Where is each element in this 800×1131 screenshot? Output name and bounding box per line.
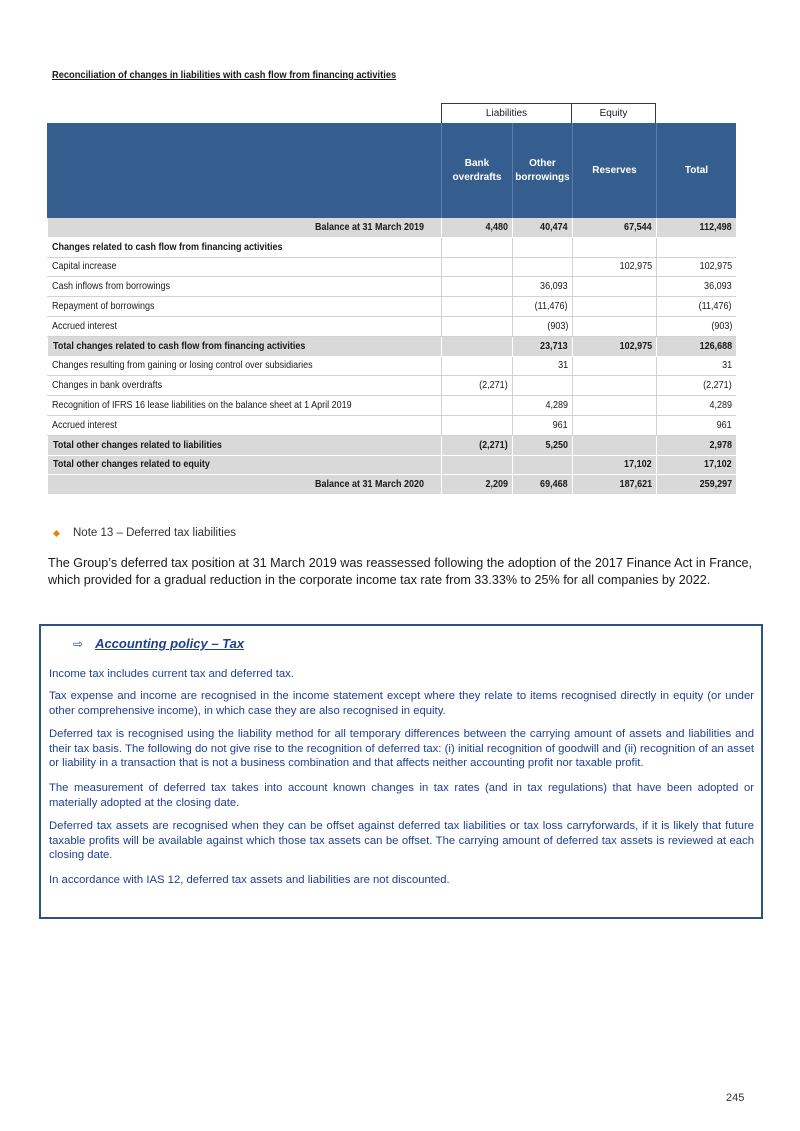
row-label — [47, 258, 441, 277]
cell-value: 2,209 — [485, 479, 508, 491]
table-cell — [572, 475, 656, 494]
page-number: 245 — [726, 1092, 745, 1104]
cell-value: 259,297 — [699, 479, 732, 491]
cell-value: 36,093 — [704, 281, 732, 293]
table-cell — [656, 277, 736, 296]
policy-title-text: Accounting policy – Tax — [95, 636, 245, 651]
table-cell — [441, 436, 512, 455]
cell-value: 102,975 — [619, 261, 652, 273]
cell-value: (2,271) — [703, 380, 732, 392]
cell-value: 4,289 — [545, 400, 568, 412]
table-row — [47, 475, 736, 495]
table-cell — [512, 416, 572, 435]
cell-value: 112,498 — [699, 221, 732, 233]
table-cell — [512, 337, 572, 356]
cell-value: 36,093 — [540, 281, 568, 293]
cell-value: 40,474 — [540, 221, 568, 233]
row-label — [47, 376, 441, 395]
table-cell — [572, 297, 656, 316]
table-cell — [656, 218, 736, 237]
col-header-bank-overdrafts: Bank overdrafts — [441, 123, 512, 218]
row-label-text: Balance at 31 March 2019 — [314, 221, 424, 233]
cell-value: (11,476) — [699, 301, 732, 313]
table-cell — [441, 317, 512, 336]
cell-value: (2,271) — [479, 380, 508, 392]
cell-value: 102,975 — [699, 261, 732, 273]
row-label-text: Changes related to cash flow from financing activities — [52, 241, 283, 253]
row-label — [47, 337, 441, 356]
table-cell — [656, 297, 736, 316]
cell-value: 31 — [721, 360, 732, 372]
table-cell — [441, 277, 512, 296]
row-label — [47, 357, 441, 376]
row-label-text: Changes resulting from gaining or losing control over subsidiaries — [52, 360, 313, 372]
table-cell — [572, 238, 656, 257]
row-label-text: Total other changes related to equity — [53, 459, 210, 471]
col-header-reserves: Reserves — [572, 123, 656, 218]
table-header — [47, 123, 736, 218]
table-cell — [656, 456, 736, 475]
table-row — [47, 317, 736, 337]
accounting-policy-box — [39, 624, 763, 919]
table-cell — [656, 396, 736, 415]
cell-value: 961 — [716, 419, 732, 431]
table-cell — [441, 297, 512, 316]
row-label-text: Balance at 31 March 2020 — [314, 479, 424, 491]
table-cell — [512, 456, 572, 475]
table-cell — [512, 376, 572, 395]
cell-value: 17,102 — [704, 459, 732, 471]
note-paragraph: The Group’s deferred tax position at 31 March 2019 was reassessed following the adoption of the 2017 Finance Act in France, which provided for a gradual reduction in the corporate income tax rate from 33.33% to 25% for all companies by 2022. — [48, 556, 752, 587]
table-cell — [512, 317, 572, 336]
cell-value: (903) — [710, 320, 732, 332]
table-cell — [441, 238, 512, 257]
col-header-other-borrowings: Other borrowings — [512, 123, 572, 218]
table-cell — [441, 258, 512, 277]
policy-title — [73, 636, 244, 651]
row-label-text: Recognition of IFRS 16 lease liabilities on the balance sheet at 1 April 2019 — [52, 400, 352, 412]
table-cell — [512, 297, 572, 316]
table-cell — [512, 218, 572, 237]
row-label — [47, 277, 441, 296]
row-label-text: Capital increase — [52, 261, 117, 273]
table-row — [47, 337, 736, 357]
table-cell — [441, 475, 512, 494]
policy-paragraph: The measurement of deferred tax takes into account known changes in tax rates (and in tax regulations) that have been adopted or materially adopted at the closing date. — [49, 782, 754, 809]
cell-value: 67,544 — [624, 221, 652, 233]
table-cell — [656, 376, 736, 395]
row-label — [47, 297, 441, 316]
right-arrow-icon: ⇨ — [73, 636, 84, 651]
cell-value: 2,978 — [709, 439, 732, 451]
row-label — [47, 396, 441, 415]
table-cell — [441, 218, 512, 237]
row-label-text: Total changes related to cash flow from financing activities — [53, 340, 306, 352]
table-cell — [512, 396, 572, 415]
table-cell — [441, 416, 512, 435]
row-label — [47, 218, 441, 237]
table-cell — [656, 416, 736, 435]
table-cell — [512, 436, 572, 455]
row-label-text: Cash inflows from borrowings — [52, 281, 171, 293]
col-header-total: Total — [656, 123, 736, 218]
cell-value: 4,480 — [485, 221, 508, 233]
policy-paragraph: In accordance with IAS 12, deferred tax assets and liabilities are not discounted. — [49, 874, 450, 886]
table-row — [47, 436, 736, 456]
table-cell — [656, 475, 736, 494]
liabilities-group-header: Liabilities — [441, 103, 572, 123]
table-cell — [572, 357, 656, 376]
row-label-text: Changes in bank overdrafts — [52, 380, 163, 392]
table-cell — [441, 357, 512, 376]
table-cell — [512, 238, 572, 257]
cell-value: 23,713 — [540, 340, 568, 352]
row-label — [47, 416, 441, 435]
table-row — [47, 277, 736, 297]
table-cell — [441, 376, 512, 395]
table-row — [47, 396, 736, 416]
table-cell — [572, 396, 656, 415]
table-cell — [512, 277, 572, 296]
table-cell — [572, 317, 656, 336]
table-row — [47, 258, 736, 278]
table-cell — [656, 436, 736, 455]
table-cell — [572, 277, 656, 296]
table-cell — [512, 475, 572, 494]
table-row — [47, 416, 736, 436]
table-cell — [656, 337, 736, 356]
row-label — [47, 317, 441, 336]
cell-value: (2,271) — [479, 439, 508, 451]
section-title: Reconciliation of changes in liabilities with cash flow from financing activities — [52, 70, 397, 81]
equity-group-header: Equity — [572, 103, 656, 123]
row-label — [47, 475, 441, 494]
policy-paragraph: Tax expense and income are recognised in the income statement except where they relate to items recognised directly in equity (or under other comprehensive income), in which case they are also recognised in equity. — [49, 690, 754, 717]
table-row — [47, 456, 736, 476]
cell-value: 961 — [552, 419, 568, 431]
table-row — [47, 376, 736, 396]
table-row — [47, 218, 736, 238]
cell-value: 5,250 — [545, 439, 568, 451]
policy-paragraph: Income tax includes current tax and deferred tax. — [49, 668, 294, 680]
cell-value: 102,975 — [619, 340, 652, 352]
reconciliation-table — [47, 103, 736, 495]
table-cell — [656, 317, 736, 336]
cell-value: 69,468 — [540, 479, 568, 491]
row-label-text: Accrued interest — [52, 419, 118, 431]
table-cell — [572, 456, 656, 475]
table-cell — [572, 416, 656, 435]
note-heading — [54, 527, 236, 539]
table-cell — [572, 436, 656, 455]
row-label — [47, 238, 441, 257]
table-cell — [441, 337, 512, 356]
table-cell — [441, 396, 512, 415]
table-cell — [512, 357, 572, 376]
cell-value: 126,688 — [699, 340, 732, 352]
table-cell — [512, 258, 572, 277]
row-label-text: Accrued interest — [52, 320, 118, 332]
table-cell — [656, 238, 736, 257]
row-label — [47, 456, 441, 475]
group-header-row — [47, 103, 736, 123]
policy-paragraph: Deferred tax assets are recognised when they can be offset against deferred tax liabilities or tax loss carryforwards, if it is likely that future taxable profits will be available against which those tax assets can be offset. The carrying amount of deferred tax assets is reviewed at each closing date. — [49, 820, 754, 861]
table-cell — [441, 456, 512, 475]
cell-value: 4,289 — [709, 400, 732, 412]
table-cell — [656, 357, 736, 376]
note-heading-text: Note 13 – Deferred tax liabilities — [73, 527, 236, 539]
diamond-bullet-icon — [53, 529, 60, 536]
row-label-text: Repayment of borrowings — [52, 301, 155, 313]
policy-paragraph: Deferred tax is recognised using the liability method for all temporary differences between the carrying amount of assets and liabilities and their tax basis. The following do not give rise to the recognition of deferred tax: (i) initial recognition of goodwill and (ii) recognition of an asset or liability in a transaction that is not a business combination and that affects neither accounting profit nor taxable profit. — [49, 728, 754, 769]
row-label-text: Total other changes related to liabilities — [53, 439, 222, 451]
table-cell — [572, 337, 656, 356]
table-row — [47, 238, 736, 258]
table-cell — [572, 258, 656, 277]
cell-value: 17,102 — [624, 459, 652, 471]
table-row — [47, 297, 736, 317]
cell-value: (903) — [546, 320, 568, 332]
table-cell — [656, 258, 736, 277]
cell-value: 31 — [557, 360, 568, 372]
table-body — [47, 218, 736, 495]
cell-value: 187,621 — [619, 479, 652, 491]
row-label — [47, 436, 441, 455]
table-cell — [572, 376, 656, 395]
table-cell — [572, 218, 656, 237]
table-row — [47, 357, 736, 377]
cell-value: (11,476) — [535, 301, 568, 313]
